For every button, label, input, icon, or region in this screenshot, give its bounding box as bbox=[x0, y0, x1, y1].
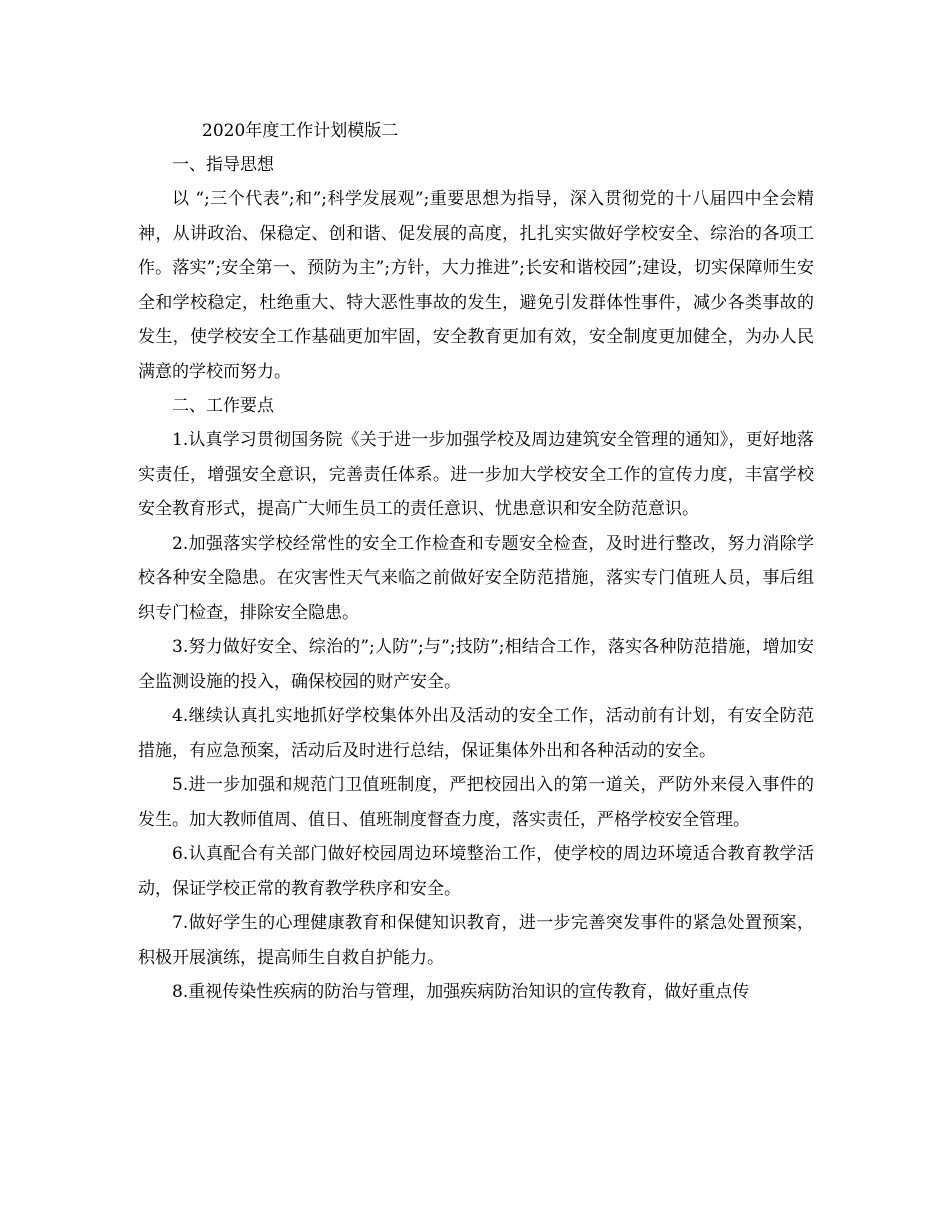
work-point-2: 2.加强落实学校经常性的安全工作检查和专题安全检查，及时进行整改，努力消除学校各种安全隐患。在灾害性天气来临之前做好安全防范措施，落实专门值班人员，事后组织专门检查，排除安全隐患。 bbox=[138, 533, 814, 623]
work-point-5: 5.进一步加强和规范门卫值班制度，严把校园出入的第一道关，严防外来侵入事件的发生。加大教师值周、值日、值班制度督查力度，落实责任，严格学校安全管理。 bbox=[138, 775, 814, 830]
work-point-1: 1.认真学习贯彻国务院《关于进一步加强学校及周边建筑安全管理的通知》，更好地落实责任，增强安全意识，完善责任体系。进一步加大学校安全工作的宣传力度，丰富学校安全教育形式，提高广大师生员工的责任意识、忧患意识和安全防范意识。 bbox=[138, 430, 814, 519]
work-point-3: 3.努力做好安全、综治的”;人防”;与”;技防”;相结合工作，落实各种防范措施，增加安全监测设施的投入，确保校园的财产安全。 bbox=[138, 637, 814, 692]
section-heading-work-points: 二、工作要点 bbox=[172, 396, 274, 416]
section-heading-guiding-ideology: 一、指导思想 bbox=[172, 155, 274, 175]
document-title: 2020年度工作计划模版二 bbox=[202, 121, 399, 141]
work-point-8: 8.重视传染性疾病的防治与管理，加强疾病防治知识的宣传教育，做好重点传 bbox=[172, 982, 750, 1002]
work-point-7: 7.做好学生的心理健康教育和保健知识教育，进一步完善突发事件的紧急处置预案，积极开展演练，提高师生自救自护能力。 bbox=[138, 913, 814, 968]
work-point-6: 6.认真配合有关部门做好校园周边环境整治工作，使学校的周边环境适合教育教学活动，保证学校正常的教育教学秩序和安全。 bbox=[138, 844, 814, 899]
work-point-4: 4.继续认真扎实地抓好学校集体外出及活动的安全工作，活动前有计划，有安全防范措施，有应急预案，活动后及时进行总结，保证集体外出和各种活动的安全。 bbox=[138, 706, 814, 761]
paragraph-guiding-ideology: 以 “;三个代表”;和”;科学发展观”;重要思想为指导，深入贯彻党的十八届四中全会精神，从讲政治、保稳定、创和谐、促发展的高度，扎扎实实做好学校安全、综治的各项工作。落实”;安全第一、预防为主”;方针，大力推进”;长安和谐校园”;建设，切实保障师生安全和学校稳定，杜绝重大、特大恶性事故的发生，避免引发群体性事件，减少各类事故的发生，使学校安全工作基础更加牢固，安全教育更加有效，安全制度更加健全，为办人民满意的学校而努力。 bbox=[138, 189, 814, 382]
document-body bbox=[138, 114, 814, 1010]
